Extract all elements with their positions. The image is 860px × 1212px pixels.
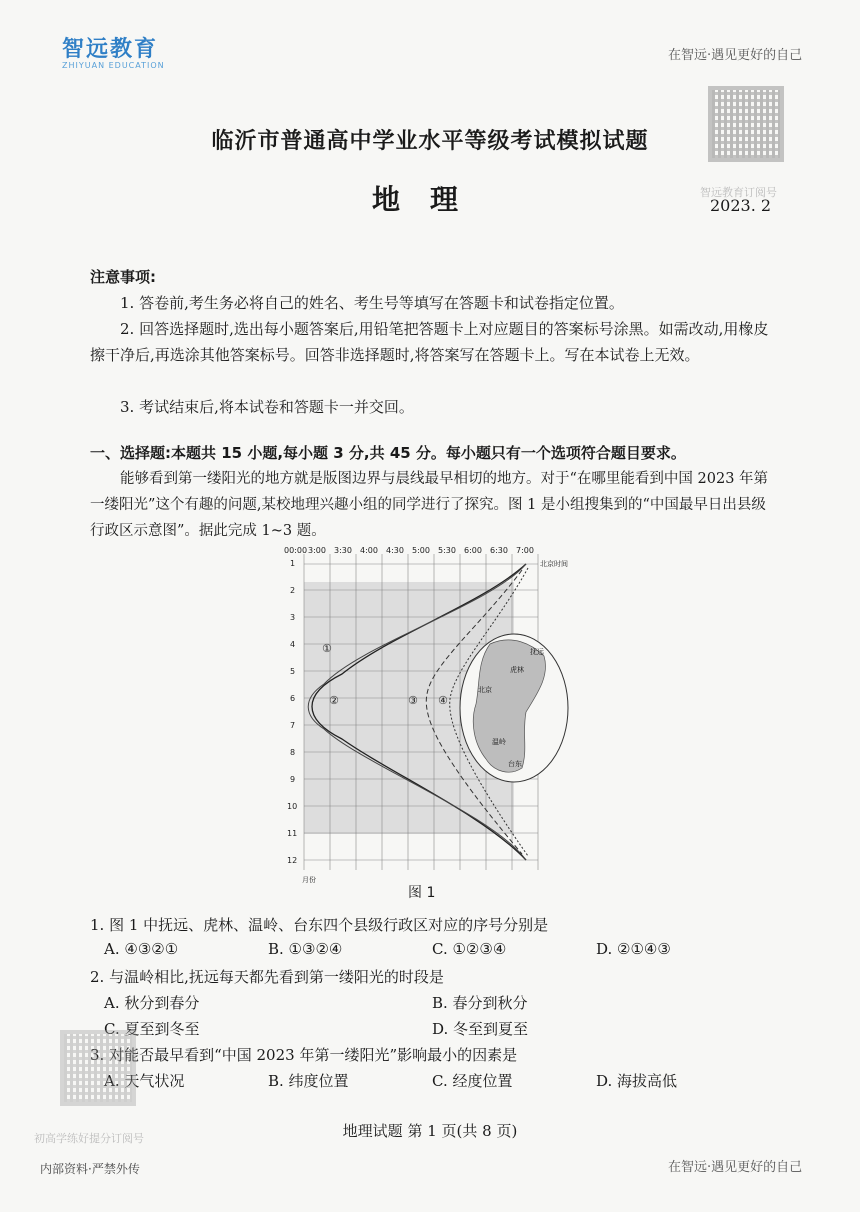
time-label: 7:00 (516, 546, 534, 555)
question-option: A. 天气状况 (104, 1072, 185, 1090)
question-option: D. ②①④③ (596, 940, 671, 958)
map-place-label: 北京 (478, 686, 492, 694)
month-label: 4 (290, 640, 296, 649)
time-label: 00:00 (284, 546, 308, 555)
curve-label: ② (329, 694, 339, 707)
month-label: 8 (290, 748, 296, 757)
logo-subtext: ZHIYUAN EDUCATION (62, 61, 165, 70)
question-option: C. ①②③④ (432, 940, 507, 958)
time-label: 6:30 (490, 546, 508, 555)
map-place-label: 温岭 (492, 738, 506, 746)
question-option: B. 春分到秋分 (432, 994, 528, 1012)
time-label: 4:30 (386, 546, 404, 555)
curve-label: ③ (408, 694, 418, 707)
question-option: C. 夏至到冬至 (104, 1020, 200, 1038)
logo-text: 智远教育 (62, 37, 159, 62)
month-label: 2 (290, 586, 296, 595)
time-label: 5:30 (438, 546, 456, 555)
figure-sunrise-chart (282, 544, 572, 884)
month-label: 11 (287, 829, 298, 838)
qr-code-icon (60, 1030, 136, 1106)
notice-item: 3. 考试结束后,将本试卷和答题卡一并交回。 (120, 398, 414, 416)
exam-title: 临沂市普通高中学业水平等级考试模拟试题 (211, 128, 649, 154)
time-label: 5:00 (412, 546, 430, 555)
figure-caption: 图 1 (408, 885, 436, 901)
month-label: 10 (287, 802, 298, 811)
month-axis-label: 月份 (302, 876, 316, 884)
month-label: 7 (290, 721, 296, 730)
month-label: 5 (290, 667, 296, 676)
curve-label: ④ (438, 694, 448, 707)
footer-left-note: 内部资料·严禁外传 (40, 1162, 140, 1176)
qr-caption: 智远教育订阅号 (700, 186, 777, 199)
notice-item: 1. 答卷前,考生务必将自己的姓名、考生号等填写在答题卡和试卷指定位置。 (120, 294, 624, 312)
question-stem: 3. 对能否最早看到“中国 2023 年第一缕阳光”影响最小的因素是 (90, 1046, 518, 1064)
exam-subject: 地理 (371, 183, 488, 216)
time-label: 4:00 (360, 546, 378, 555)
question-stem: 2. 与温岭相比,抚远每天都先看到第一缕阳光的时段是 (90, 968, 444, 986)
question-option: C. 经度位置 (432, 1072, 513, 1090)
time-label: 3:30 (334, 546, 352, 555)
map-place-label: 抚远 (530, 648, 544, 656)
beijing-time-label: 北京时间 (540, 560, 568, 568)
question-option: D. 冬至到夏至 (432, 1020, 529, 1038)
map-place-label: 台东 (508, 760, 522, 768)
notice-heading: 注意事项: (90, 268, 156, 286)
month-label: 6 (290, 694, 296, 703)
month-label: 1 (290, 559, 296, 568)
page-number: 地理试题 第 1 页(共 8 页) (342, 1122, 518, 1140)
section-heading: 一、选择题:本题共 15 小题,每小题 3 分,共 45 分。每小题只有一个选项符合题目要求。 (90, 444, 686, 462)
question-option: D. 海拔高低 (596, 1072, 678, 1090)
time-label: 3:00 (308, 546, 326, 555)
brand-logo (62, 32, 174, 72)
month-label: 3 (290, 613, 296, 622)
left-qr-caption: 初高学练好提分订阅号 (34, 1132, 144, 1145)
map-place-label: 虎林 (510, 666, 524, 674)
month-label: 12 (287, 856, 298, 865)
section-intro: 能够看到第一缕阳光的地方就是版图边界与晨线最早相切的地方。对于“在哪里能看到中国 2023 年第一缕阳光”这个有趣的问题,某校地理兴趣小组的同学进行了探究。图 1 是小组搜集到的“中国最早日出县级行政区示意图”。据此完成 1~3 题。 (90, 471, 769, 539)
month-label: 9 (290, 775, 296, 784)
footer-slogan: 在智远·遇见更好的自己 (668, 1160, 803, 1175)
time-label: 6:00 (464, 546, 482, 555)
exam-date: 2023. 2 (710, 196, 772, 215)
question-option: B. ①③②④ (268, 940, 343, 958)
question-stem: 1. 图 1 中抚远、虎林、温岭、台东四个县级行政区对应的序号分别是 (90, 916, 549, 934)
question-option: B. 纬度位置 (268, 1072, 349, 1090)
header-slogan: 在智远·遇见更好的自己 (668, 48, 803, 63)
question-option: A. ④③②① (104, 940, 179, 958)
notice-item: 2. 回答选择题时,选出每小题答案后,用铅笔把答题卡上对应题目的答案标号涂黑。如需改动,用橡皮擦干净后,再选涂其他答案标号。回答非选择题时,将答案写在答题卡上。写在本试卷上无效。 (90, 320, 769, 364)
question-option: A. 秋分到春分 (104, 994, 200, 1012)
curve-label: ① (322, 642, 332, 655)
